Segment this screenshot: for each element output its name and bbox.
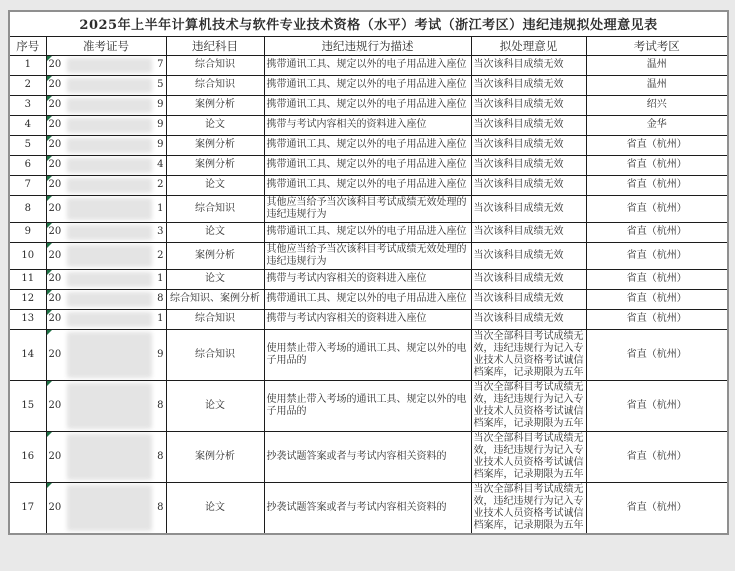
ticket-prefix: 20 — [48, 202, 62, 214]
row-number-cell: 7 — [9, 175, 46, 195]
ticket-suffix: 8 — [157, 501, 164, 513]
privacy-blur — [67, 383, 152, 429]
opinion-cell: 当次全部科目考试成绩无效，违纪违规行为记入专业技术人员资格考试诚信档案库，记录期限为五年 — [471, 329, 586, 380]
region-cell: 省直（杭州） — [586, 195, 728, 222]
ticket-number-cell — [46, 329, 166, 380]
subject-cell: 论文 — [166, 115, 264, 135]
privacy-blur — [67, 198, 152, 220]
table-row — [9, 175, 728, 195]
opinion-cell: 当次该科目成绩无效 — [471, 55, 586, 75]
ticket-number-cell — [46, 482, 166, 534]
description-cell: 其他应当给予当次该科目考试成绩无效处理的违纪违规行为 — [264, 242, 471, 269]
ticket-suffix: 2 — [157, 179, 164, 190]
excel-flag-icon — [47, 310, 52, 315]
subject-cell: 案例分析 — [166, 242, 264, 269]
excel-flag-icon — [47, 270, 52, 275]
opinion-cell: 当次该科目成绩无效 — [471, 242, 586, 269]
excel-flag-icon — [47, 136, 52, 141]
excel-flag-icon — [47, 56, 52, 61]
ticket-prefix: 20 — [48, 59, 62, 70]
ticket-suffix: 9 — [157, 348, 164, 360]
excel-flag-icon — [47, 243, 52, 248]
region-cell: 温州 — [586, 75, 728, 95]
region-cell: 绍兴 — [586, 95, 728, 115]
row-number-cell: 10 — [9, 242, 46, 269]
description-cell: 携带与考试内容相关的资料进入座位 — [264, 269, 471, 289]
description-cell: 携带通讯工具、规定以外的电子用品进入座位 — [264, 175, 471, 195]
ticket-suffix: 2 — [157, 249, 164, 261]
row-number-cell: 3 — [9, 95, 46, 115]
ticket-prefix: 20 — [48, 313, 62, 324]
region-cell: 温州 — [586, 55, 728, 75]
subject-cell: 论文 — [166, 222, 264, 242]
region-cell: 省直（杭州） — [586, 289, 728, 309]
opinion-cell: 当次该科目成绩无效 — [471, 195, 586, 222]
ticket-prefix: 20 — [48, 450, 62, 462]
subject-cell: 综合知识 — [166, 195, 264, 222]
ticket-number-cell — [46, 289, 166, 309]
ticket-suffix: 3 — [157, 226, 164, 237]
privacy-blur — [67, 332, 152, 378]
ticket-number-cell — [46, 55, 166, 75]
region-cell: 省直（杭州） — [586, 329, 728, 380]
opinion-cell: 当次该科目成绩无效 — [471, 95, 586, 115]
privacy-blur — [67, 245, 152, 267]
ticket-suffix: 1 — [157, 273, 164, 284]
privacy-blur — [67, 98, 152, 113]
subject-cell: 案例分析 — [166, 155, 264, 175]
table-row — [9, 195, 728, 222]
region-cell: 省直（杭州） — [586, 155, 728, 175]
column-header: 违纪违规行为描述 — [264, 36, 471, 55]
opinion-cell: 当次全部科目考试成绩无效，违纪违规行为记入专业技术人员资格考试诚信档案库，记录期限为五年 — [471, 380, 586, 431]
row-number-cell: 13 — [9, 309, 46, 329]
row-number-cell: 15 — [9, 380, 46, 431]
privacy-blur — [67, 178, 152, 193]
ticket-suffix: 1 — [157, 313, 164, 324]
subject-cell: 案例分析 — [166, 135, 264, 155]
ticket-prefix: 20 — [48, 273, 62, 284]
opinion-cell: 当次全部科目考试成绩无效，违纪违规行为记入专业技术人员资格考试诚信档案库，记录期限为五年 — [471, 482, 586, 534]
opinion-cell: 当次该科目成绩无效 — [471, 135, 586, 155]
description-cell: 抄袭试题答案或者与考试内容相关资料的 — [264, 431, 471, 482]
ticket-prefix: 20 — [48, 501, 62, 513]
page-title: 2025年上半年计算机技术与软件专业技术资格（水平）考试（浙江考区）违纪违规拟处理意见表 — [9, 11, 728, 36]
ticket-number-cell — [46, 309, 166, 329]
ticket-number-cell — [46, 95, 166, 115]
table-row — [9, 329, 728, 380]
title-row — [9, 11, 728, 36]
privacy-blur — [67, 272, 152, 287]
excel-flag-icon — [47, 156, 52, 161]
excel-flag-icon — [47, 483, 52, 488]
description-cell: 携带与考试内容相关的资料进入座位 — [264, 309, 471, 329]
region-cell: 省直（杭州） — [586, 309, 728, 329]
ticket-prefix: 20 — [48, 348, 62, 360]
subject-cell: 案例分析 — [166, 431, 264, 482]
violation-table — [8, 10, 729, 535]
privacy-blur — [67, 292, 152, 307]
description-cell: 使用禁止带入考场的通讯工具、规定以外的电子用品的 — [264, 329, 471, 380]
opinion-cell: 当次该科目成绩无效 — [471, 309, 586, 329]
opinion-cell: 当次全部科目考试成绩无效，违纪违规行为记入专业技术人员资格考试诚信档案库，记录期限为五年 — [471, 431, 586, 482]
ticket-suffix: 8 — [157, 293, 164, 304]
description-cell: 携带通讯工具、规定以外的电子用品进入座位 — [264, 155, 471, 175]
table-row — [9, 222, 728, 242]
subject-cell: 综合知识 — [166, 309, 264, 329]
ticket-number-cell — [46, 195, 166, 222]
ticket-suffix: 5 — [157, 79, 164, 90]
region-cell: 省直（杭州） — [586, 242, 728, 269]
description-cell: 抄袭试题答案或者与考试内容相关资料的 — [264, 482, 471, 534]
description-cell: 携带通讯工具、规定以外的电子用品进入座位 — [264, 135, 471, 155]
row-number-cell: 1 — [9, 55, 46, 75]
subject-cell: 案例分析 — [166, 95, 264, 115]
table-row — [9, 55, 728, 75]
column-header: 序号 — [9, 36, 46, 55]
subject-cell: 论文 — [166, 482, 264, 534]
header-row — [9, 36, 728, 55]
excel-flag-icon — [47, 290, 52, 295]
ticket-prefix: 20 — [48, 159, 62, 170]
ticket-number-cell — [46, 380, 166, 431]
ticket-suffix: 8 — [157, 399, 164, 411]
ticket-number-cell — [46, 115, 166, 135]
subject-cell: 综合知识 — [166, 75, 264, 95]
row-number-cell: 16 — [9, 431, 46, 482]
table-row — [9, 431, 728, 482]
subject-cell: 论文 — [166, 269, 264, 289]
region-cell: 省直（杭州） — [586, 482, 728, 534]
row-number-cell: 17 — [9, 482, 46, 534]
ticket-number-cell — [46, 75, 166, 95]
table-row — [9, 115, 728, 135]
table-row — [9, 289, 728, 309]
description-cell: 携带与考试内容相关的资料进入座位 — [264, 115, 471, 135]
row-number-cell: 6 — [9, 155, 46, 175]
ticket-suffix: 7 — [157, 59, 164, 70]
ticket-prefix: 20 — [48, 293, 62, 304]
row-number-cell: 8 — [9, 195, 46, 222]
document-sheet — [8, 10, 729, 535]
ticket-prefix: 20 — [48, 119, 62, 130]
privacy-blur — [67, 78, 152, 93]
opinion-cell: 当次该科目成绩无效 — [471, 115, 586, 135]
opinion-cell: 当次该科目成绩无效 — [471, 222, 586, 242]
row-number-cell: 2 — [9, 75, 46, 95]
excel-flag-icon — [47, 223, 52, 228]
row-number-cell: 14 — [9, 329, 46, 380]
column-header: 拟处理意见 — [471, 36, 586, 55]
row-number-cell: 11 — [9, 269, 46, 289]
opinion-cell: 当次该科目成绩无效 — [471, 175, 586, 195]
row-number-cell: 4 — [9, 115, 46, 135]
excel-flag-icon — [47, 432, 52, 437]
privacy-blur — [67, 485, 152, 531]
excel-flag-icon — [47, 196, 52, 201]
ticket-suffix: 9 — [157, 139, 164, 150]
subject-cell: 综合知识 — [166, 55, 264, 75]
description-cell: 携带通讯工具、规定以外的电子用品进入座位 — [264, 222, 471, 242]
subject-cell: 综合知识、案例分析 — [166, 289, 264, 309]
row-number-cell: 12 — [9, 289, 46, 309]
ticket-number-cell — [46, 155, 166, 175]
ticket-prefix: 20 — [48, 179, 62, 190]
table-row — [9, 155, 728, 175]
ticket-prefix: 20 — [48, 249, 62, 261]
ticket-prefix: 20 — [48, 226, 62, 237]
ticket-suffix: 9 — [157, 99, 164, 110]
excel-flag-icon — [47, 381, 52, 386]
privacy-blur — [67, 118, 152, 133]
region-cell: 省直（杭州） — [586, 175, 728, 195]
region-cell: 金华 — [586, 115, 728, 135]
row-number-cell: 5 — [9, 135, 46, 155]
region-cell: 省直（杭州） — [586, 135, 728, 155]
ticket-prefix: 20 — [48, 99, 62, 110]
privacy-blur — [67, 138, 152, 153]
excel-flag-icon — [47, 76, 52, 81]
table-row — [9, 269, 728, 289]
table-row — [9, 380, 728, 431]
opinion-cell: 当次该科目成绩无效 — [471, 155, 586, 175]
description-cell: 携带通讯工具、规定以外的电子用品进入座位 — [264, 55, 471, 75]
ticket-prefix: 20 — [48, 139, 62, 150]
privacy-blur — [67, 434, 152, 480]
column-header: 准考证号 — [46, 36, 166, 55]
opinion-cell: 当次该科目成绩无效 — [471, 75, 586, 95]
excel-flag-icon — [47, 116, 52, 121]
table-row — [9, 75, 728, 95]
privacy-blur — [67, 312, 152, 327]
ticket-number-cell — [46, 269, 166, 289]
description-cell: 携带通讯工具、规定以外的电子用品进入座位 — [264, 95, 471, 115]
privacy-blur — [67, 158, 152, 173]
privacy-blur — [67, 58, 152, 73]
row-number-cell: 9 — [9, 222, 46, 242]
ticket-prefix: 20 — [48, 79, 62, 90]
table-row — [9, 135, 728, 155]
subject-cell: 综合知识 — [166, 329, 264, 380]
ticket-number-cell — [46, 242, 166, 269]
privacy-blur — [67, 225, 152, 240]
ticket-suffix: 8 — [157, 450, 164, 462]
excel-flag-icon — [47, 96, 52, 101]
table-row — [9, 95, 728, 115]
table-row — [9, 309, 728, 329]
ticket-number-cell — [46, 175, 166, 195]
description-cell: 携带通讯工具、规定以外的电子用品进入座位 — [264, 75, 471, 95]
column-header: 违纪科目 — [166, 36, 264, 55]
description-cell: 携带通讯工具、规定以外的电子用品进入座位 — [264, 289, 471, 309]
ticket-number-cell — [46, 135, 166, 155]
region-cell: 省直（杭州） — [586, 222, 728, 242]
description-cell: 其他应当给予当次该科目考试成绩无效处理的违纪违规行为 — [264, 195, 471, 222]
ticket-number-cell — [46, 431, 166, 482]
subject-cell: 论文 — [166, 380, 264, 431]
ticket-suffix: 9 — [157, 119, 164, 130]
opinion-cell: 当次该科目成绩无效 — [471, 289, 586, 309]
column-header: 考试考区 — [586, 36, 728, 55]
table-row — [9, 242, 728, 269]
excel-flag-icon — [47, 330, 52, 335]
description-cell: 使用禁止带入考场的通讯工具、规定以外的电子用品的 — [264, 380, 471, 431]
subject-cell: 论文 — [166, 175, 264, 195]
region-cell: 省直（杭州） — [586, 431, 728, 482]
ticket-prefix: 20 — [48, 399, 62, 411]
region-cell: 省直（杭州） — [586, 269, 728, 289]
excel-flag-icon — [47, 176, 52, 181]
region-cell: 省直（杭州） — [586, 380, 728, 431]
ticket-number-cell — [46, 222, 166, 242]
ticket-suffix: 1 — [157, 202, 164, 214]
table-row — [9, 482, 728, 534]
opinion-cell: 当次该科目成绩无效 — [471, 269, 586, 289]
ticket-suffix: 4 — [157, 159, 164, 170]
